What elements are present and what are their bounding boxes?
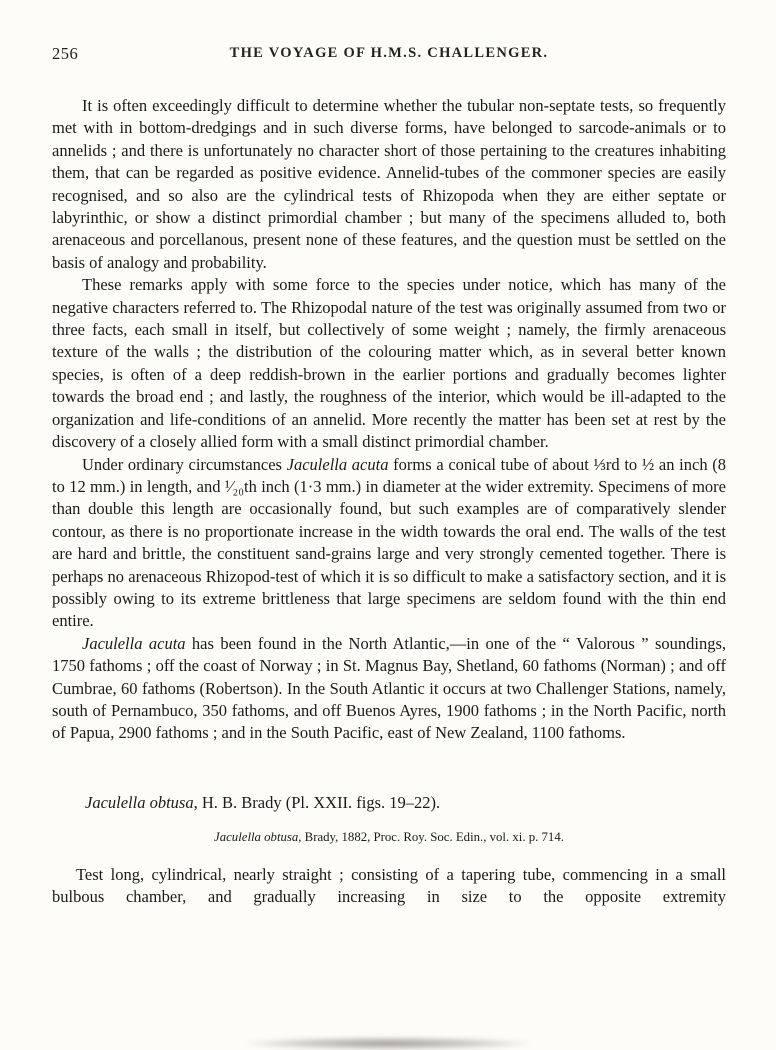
- text-run: It is often exceedingly difficult to determine whether the tubular non-septate tests, so frequently met with in bottom-dredgings and in such diverse forms, have belonged to sarcode-animals or to annelids ; and there is unfortunately no character short of those pertaining to the creatures inhabiting them, that can be regarded as positive evidence. Annelid-tubes of the commoner species are easily recognised, and so also are the cylindrical tests of Rhizopoda when they are either septate or labyrinthic, or show a distinct primordial chamber ; but many of the specimens alluded to, both arenaceous and porcellanous, present none of these features, and the question must be settled on the basis of analogy and probability.: [52, 96, 726, 272]
- text-run: These remarks apply with some force to the species under notice, which has many of the negative characters referred to. The Rhizopodal nature of the test was originally assumed from two or three facts, each small in itself, but collectively of some weight ; namely, the firmly arenaceous texture of the walls ; the distribution of the colouring matter which, as in several better known species, is often of a deep reddish-brown in the earlier portions and gradually becomes lighter towards the broad end ; and lastly, the roughness of the interior, which would be ill-adapted to the organization and life-conditions of an annelid. More recently the matter has been set at rest by the discovery of a closely allied form with a small distinct primordial chamber.: [52, 275, 726, 452]
- text-run: , H. B. Brady (Pl. XXII. figs. 19–22).: [193, 792, 441, 812]
- text-run: Test long, cylindrical, nearly straight ; consisting of a tapering tube, commencing in a small bulbous chamber, and gradually increasing in size to the opposite extremity: [52, 864, 726, 907]
- species-name-italic: Jaculella obtusa: [85, 792, 194, 812]
- species-name-italic: Jaculella acuta: [82, 633, 186, 653]
- species-heading: [52, 791, 726, 814]
- paragraph: [52, 274, 726, 453]
- running-head: [52, 44, 726, 64]
- text-run: Under ordinary circumstances: [82, 454, 287, 474]
- scan-artifact: [248, 1037, 528, 1050]
- citation-line: [52, 829, 726, 845]
- running-title: THE VOYAGE OF H.M.S. CHALLENGER.: [229, 45, 549, 61]
- species-name-italic: Jaculella obtusa: [214, 829, 299, 844]
- species-name-italic: Jaculella acuta: [286, 454, 389, 474]
- paragraph: [52, 454, 726, 633]
- text-run: has been found in the North Atlantic,—in one of the “ Valorous ” soundings, 1750 fathoms ; off the coast of Norway ; in St. Magnus Bay, Shetland, 60 fathoms (Norman) ; and off Cumbrae, 60 fathoms (Robertson). In the South Atlantic it occurs at two Challenger Stations, namely, south of Pernambuco, 350 fathoms, and off Buenos Ayres, 1900 fathoms ; in the North Pacific, north of Papua, 2900 fathoms ; and in the South Pacific, east of New Zealand, 1100 fathoms.: [52, 633, 726, 743]
- text-block: [52, 95, 726, 909]
- text-run: forms a conical tube of about ⅓rd to ½ an inch (8 to 12 mm.) in length, and ¹⁄₂₀th inch (1·3 mm.) in diameter at the wider extremity. Specimens of more than double this length are occasionally found, but such examples are of comparatively slender contour, as there is no proportionate increase in the width towards the oral end. The walls of the test are hard and brittle, the constituent sand-grains large and very strongly cemented together. There is perhaps no arenaceous Rhizopod-test of which it is so difficult to make a satisfactory section, and it is possibly owing to its extreme brittleness that large specimens are seldom found with the thin end entire.: [52, 454, 726, 631]
- text-run: , Brady, 1882, Proc. Roy. Soc. Edin., vol. xi. p. 714.: [298, 829, 564, 844]
- page-number: 256: [52, 44, 79, 63]
- paragraph: [52, 864, 726, 909]
- paragraph: [52, 633, 726, 745]
- paragraph: [52, 95, 726, 274]
